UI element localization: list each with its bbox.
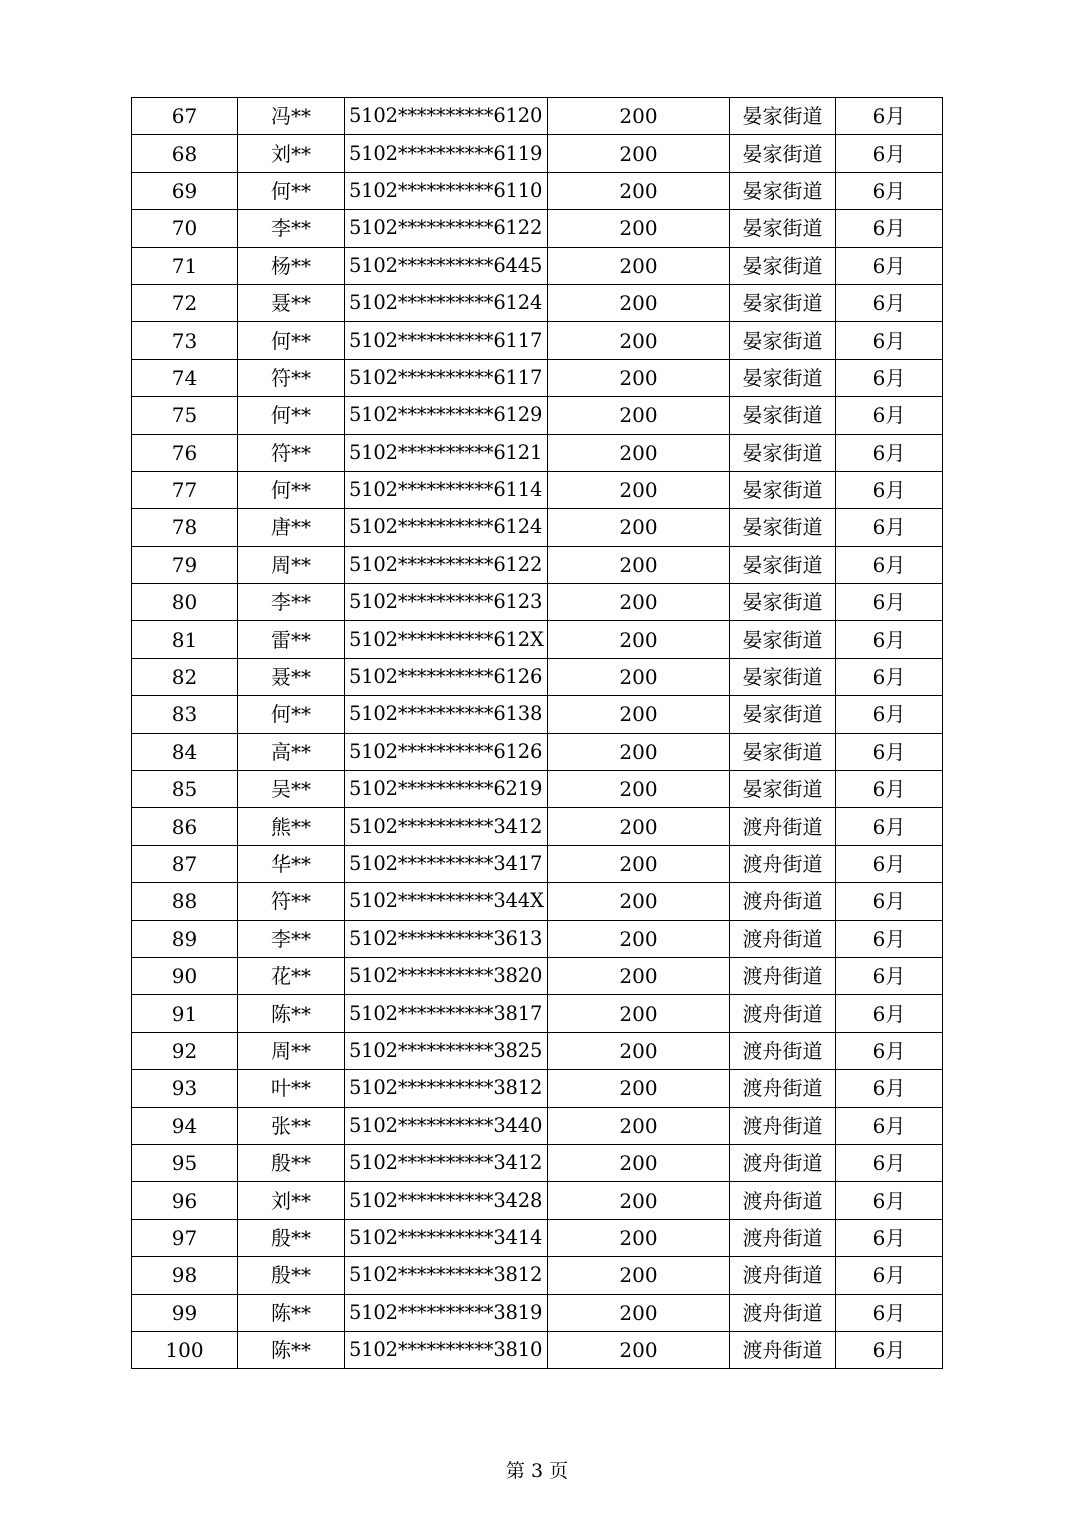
cell-street: 渡舟街道: [730, 1107, 836, 1144]
cell-serial-number: 95: [132, 1144, 238, 1181]
table-row: [132, 284, 943, 321]
cell-amount: 200: [548, 1032, 730, 1069]
cell-street: 渡舟街道: [730, 808, 836, 845]
table-row: [132, 920, 943, 957]
cell-serial-number: 84: [132, 733, 238, 770]
cell-month: 6月: [836, 135, 943, 172]
cell-id-number: 5102**********6122: [345, 210, 548, 247]
cell-serial-number: 77: [132, 471, 238, 508]
cell-name: 陈**: [238, 1331, 345, 1368]
table-row: [132, 509, 943, 546]
cell-id-number: 5102**********3613: [345, 920, 548, 957]
cell-id-number: 5102**********612X: [345, 621, 548, 658]
table-row: [132, 771, 943, 808]
cell-serial-number: 85: [132, 771, 238, 808]
cell-month: 6月: [836, 509, 943, 546]
cell-amount: 200: [548, 1182, 730, 1219]
cell-month: 6月: [836, 359, 943, 396]
cell-amount: 200: [548, 172, 730, 209]
cell-street: 晏家街道: [730, 696, 836, 733]
cell-name: 殷**: [238, 1257, 345, 1294]
table-body: [132, 98, 943, 1369]
cell-month: 6月: [836, 284, 943, 321]
table-row: [132, 733, 943, 770]
cell-street: 晏家街道: [730, 509, 836, 546]
cell-name: 何**: [238, 172, 345, 209]
cell-month: 6月: [836, 1257, 943, 1294]
cell-amount: 200: [548, 995, 730, 1032]
cell-id-number: 5102**********6122: [345, 546, 548, 583]
cell-street: 渡舟街道: [730, 845, 836, 882]
cell-month: 6月: [836, 210, 943, 247]
cell-street: 晏家街道: [730, 247, 836, 284]
cell-name: 高**: [238, 733, 345, 770]
cell-name: 何**: [238, 696, 345, 733]
beneficiary-table: [131, 97, 943, 1369]
table-row: [132, 808, 943, 845]
cell-serial-number: 75: [132, 397, 238, 434]
cell-street: 晏家街道: [730, 584, 836, 621]
cell-amount: 200: [548, 247, 730, 284]
cell-street: 晏家街道: [730, 210, 836, 247]
table-row: [132, 135, 943, 172]
cell-amount: 200: [548, 883, 730, 920]
cell-serial-number: 82: [132, 658, 238, 695]
cell-serial-number: 98: [132, 1257, 238, 1294]
cell-name: 叶**: [238, 1070, 345, 1107]
cell-serial-number: 72: [132, 284, 238, 321]
table-row: [132, 359, 943, 396]
cell-id-number: 5102**********6124: [345, 284, 548, 321]
cell-month: 6月: [836, 584, 943, 621]
cell-serial-number: 71: [132, 247, 238, 284]
cell-amount: 200: [548, 1070, 730, 1107]
cell-serial-number: 89: [132, 920, 238, 957]
cell-street: 晏家街道: [730, 771, 836, 808]
cell-id-number: 5102**********3412: [345, 808, 548, 845]
cell-month: 6月: [836, 733, 943, 770]
cell-month: 6月: [836, 397, 943, 434]
table-row: [132, 210, 943, 247]
cell-serial-number: 92: [132, 1032, 238, 1069]
cell-name: 殷**: [238, 1219, 345, 1256]
table-row: [132, 1219, 943, 1256]
cell-name: 雷**: [238, 621, 345, 658]
cell-street: 晏家街道: [730, 135, 836, 172]
cell-month: 6月: [836, 920, 943, 957]
cell-serial-number: 78: [132, 509, 238, 546]
cell-month: 6月: [836, 957, 943, 994]
cell-id-number: 5102**********6126: [345, 658, 548, 695]
table-row: [132, 397, 943, 434]
table-row: [132, 1294, 943, 1331]
cell-name: 何**: [238, 471, 345, 508]
cell-amount: 200: [548, 210, 730, 247]
cell-id-number: 5102**********6129: [345, 397, 548, 434]
cell-amount: 200: [548, 957, 730, 994]
cell-street: 晏家街道: [730, 471, 836, 508]
cell-name: 刘**: [238, 1182, 345, 1219]
table-row: [132, 1107, 943, 1144]
cell-name: 花**: [238, 957, 345, 994]
cell-serial-number: 76: [132, 434, 238, 471]
table-row: [132, 883, 943, 920]
cell-month: 6月: [836, 1144, 943, 1181]
cell-street: 渡舟街道: [730, 957, 836, 994]
cell-serial-number: 87: [132, 845, 238, 882]
cell-serial-number: 70: [132, 210, 238, 247]
cell-amount: 200: [548, 98, 730, 135]
cell-month: 6月: [836, 172, 943, 209]
cell-name: 刘**: [238, 135, 345, 172]
cell-amount: 200: [548, 808, 730, 845]
cell-name: 聂**: [238, 284, 345, 321]
cell-name: 何**: [238, 397, 345, 434]
table-row: [132, 1032, 943, 1069]
cell-serial-number: 81: [132, 621, 238, 658]
cell-serial-number: 97: [132, 1219, 238, 1256]
cell-street: 渡舟街道: [730, 920, 836, 957]
cell-name: 唐**: [238, 509, 345, 546]
cell-month: 6月: [836, 546, 943, 583]
cell-id-number: 5102**********6124: [345, 509, 548, 546]
cell-month: 6月: [836, 621, 943, 658]
cell-serial-number: 67: [132, 98, 238, 135]
table-row: [132, 696, 943, 733]
table-row: [132, 1257, 943, 1294]
cell-id-number: 5102**********6126: [345, 733, 548, 770]
cell-month: 6月: [836, 471, 943, 508]
cell-street: 渡舟街道: [730, 1070, 836, 1107]
cell-name: 符**: [238, 434, 345, 471]
table-row: [132, 584, 943, 621]
cell-id-number: 5102**********6445: [345, 247, 548, 284]
cell-id-number: 5102**********6121: [345, 434, 548, 471]
cell-serial-number: 80: [132, 584, 238, 621]
cell-street: 渡舟街道: [730, 1219, 836, 1256]
cell-id-number: 5102**********6120: [345, 98, 548, 135]
cell-serial-number: 88: [132, 883, 238, 920]
table-row: [132, 172, 943, 209]
cell-serial-number: 83: [132, 696, 238, 733]
cell-serial-number: 90: [132, 957, 238, 994]
cell-street: 渡舟街道: [730, 1294, 836, 1331]
cell-month: 6月: [836, 808, 943, 845]
cell-name: 陈**: [238, 995, 345, 1032]
cell-id-number: 5102**********3440: [345, 1107, 548, 1144]
cell-serial-number: 68: [132, 135, 238, 172]
cell-id-number: 5102**********3810: [345, 1331, 548, 1368]
cell-street: 渡舟街道: [730, 1331, 836, 1368]
table-row: [132, 546, 943, 583]
table-row: [132, 1331, 943, 1368]
cell-month: 6月: [836, 771, 943, 808]
cell-street: 晏家街道: [730, 359, 836, 396]
cell-month: 6月: [836, 1219, 943, 1256]
cell-id-number: 5102**********3819: [345, 1294, 548, 1331]
cell-amount: 200: [548, 322, 730, 359]
cell-serial-number: 99: [132, 1294, 238, 1331]
cell-amount: 200: [548, 359, 730, 396]
cell-month: 6月: [836, 434, 943, 471]
cell-month: 6月: [836, 995, 943, 1032]
cell-amount: 200: [548, 658, 730, 695]
cell-id-number: 5102**********6138: [345, 696, 548, 733]
cell-month: 6月: [836, 1107, 943, 1144]
table-row: [132, 957, 943, 994]
cell-name: 张**: [238, 1107, 345, 1144]
cell-street: 晏家街道: [730, 434, 836, 471]
cell-amount: 200: [548, 1144, 730, 1181]
cell-month: 6月: [836, 98, 943, 135]
cell-id-number: 5102**********3414: [345, 1219, 548, 1256]
table-row: [132, 434, 943, 471]
cell-amount: 200: [548, 1331, 730, 1368]
table-row: [132, 98, 943, 135]
table-row: [132, 247, 943, 284]
page-number: 第 3 页: [505, 1460, 569, 1482]
table-row: [132, 621, 943, 658]
cell-serial-number: 69: [132, 172, 238, 209]
cell-month: 6月: [836, 1182, 943, 1219]
cell-street: 晏家街道: [730, 733, 836, 770]
table-row: [132, 471, 943, 508]
cell-name: 周**: [238, 1032, 345, 1069]
cell-street: 晏家街道: [730, 172, 836, 209]
cell-street: 渡舟街道: [730, 883, 836, 920]
cell-id-number: 5102**********6110: [345, 172, 548, 209]
cell-amount: 200: [548, 733, 730, 770]
cell-serial-number: 86: [132, 808, 238, 845]
cell-amount: 200: [548, 845, 730, 882]
cell-street: 渡舟街道: [730, 995, 836, 1032]
cell-name: 李**: [238, 920, 345, 957]
cell-street: 渡舟街道: [730, 1257, 836, 1294]
cell-name: 陈**: [238, 1294, 345, 1331]
cell-id-number: 5102**********3812: [345, 1070, 548, 1107]
cell-name: 符**: [238, 359, 345, 396]
cell-name: 吴**: [238, 771, 345, 808]
cell-serial-number: 74: [132, 359, 238, 396]
cell-street: 渡舟街道: [730, 1144, 836, 1181]
cell-id-number: 5102**********6119: [345, 135, 548, 172]
cell-id-number: 5102**********3417: [345, 845, 548, 882]
cell-name: 符**: [238, 883, 345, 920]
cell-id-number: 5102**********3412: [345, 1144, 548, 1181]
cell-serial-number: 93: [132, 1070, 238, 1107]
cell-name: 熊**: [238, 808, 345, 845]
cell-serial-number: 96: [132, 1182, 238, 1219]
cell-amount: 200: [548, 771, 730, 808]
cell-amount: 200: [548, 397, 730, 434]
cell-month: 6月: [836, 658, 943, 695]
cell-id-number: 5102**********6117: [345, 359, 548, 396]
cell-id-number: 5102**********3428: [345, 1182, 548, 1219]
cell-street: 渡舟街道: [730, 1182, 836, 1219]
cell-amount: 200: [548, 920, 730, 957]
table-row: [132, 1182, 943, 1219]
cell-name: 周**: [238, 546, 345, 583]
cell-amount: 200: [548, 1107, 730, 1144]
cell-id-number: 5102**********6123: [345, 584, 548, 621]
cell-amount: 200: [548, 546, 730, 583]
cell-month: 6月: [836, 247, 943, 284]
cell-amount: 200: [548, 696, 730, 733]
cell-serial-number: 91: [132, 995, 238, 1032]
cell-id-number: 5102**********6114: [345, 471, 548, 508]
cell-month: 6月: [836, 1331, 943, 1368]
table-row: [132, 995, 943, 1032]
table-row: [132, 322, 943, 359]
table-row: [132, 1144, 943, 1181]
cell-id-number: 5102**********3817: [345, 995, 548, 1032]
cell-month: 6月: [836, 845, 943, 882]
cell-amount: 200: [548, 471, 730, 508]
cell-name: 华**: [238, 845, 345, 882]
cell-amount: 200: [548, 1257, 730, 1294]
cell-amount: 200: [548, 284, 730, 321]
cell-serial-number: 100: [132, 1331, 238, 1368]
cell-id-number: 5102**********3812: [345, 1257, 548, 1294]
cell-amount: 200: [548, 621, 730, 658]
cell-serial-number: 94: [132, 1107, 238, 1144]
cell-amount: 200: [548, 509, 730, 546]
cell-id-number: 5102**********6219: [345, 771, 548, 808]
cell-month: 6月: [836, 1294, 943, 1331]
cell-amount: 200: [548, 1219, 730, 1256]
cell-street: 晏家街道: [730, 322, 836, 359]
table-row: [132, 845, 943, 882]
cell-amount: 200: [548, 434, 730, 471]
cell-name: 何**: [238, 322, 345, 359]
cell-street: 晏家街道: [730, 98, 836, 135]
cell-street: 晏家街道: [730, 397, 836, 434]
cell-month: 6月: [836, 883, 943, 920]
cell-name: 李**: [238, 584, 345, 621]
cell-month: 6月: [836, 1070, 943, 1107]
cell-name: 殷**: [238, 1144, 345, 1181]
cell-street: 晏家街道: [730, 658, 836, 695]
cell-amount: 200: [548, 135, 730, 172]
cell-name: 冯**: [238, 98, 345, 135]
cell-id-number: 5102**********6117: [345, 322, 548, 359]
cell-id-number: 5102**********344X: [345, 883, 548, 920]
cell-id-number: 5102**********3820: [345, 957, 548, 994]
cell-street: 晏家街道: [730, 621, 836, 658]
cell-street: 渡舟街道: [730, 1032, 836, 1069]
cell-name: 杨**: [238, 247, 345, 284]
cell-month: 6月: [836, 322, 943, 359]
cell-month: 6月: [836, 696, 943, 733]
table-row: [132, 1070, 943, 1107]
cell-amount: 200: [548, 1294, 730, 1331]
cell-serial-number: 73: [132, 322, 238, 359]
cell-name: 李**: [238, 210, 345, 247]
cell-amount: 200: [548, 584, 730, 621]
table-row: [132, 658, 943, 695]
cell-id-number: 5102**********3825: [345, 1032, 548, 1069]
cell-street: 晏家街道: [730, 284, 836, 321]
cell-month: 6月: [836, 1032, 943, 1069]
cell-street: 晏家街道: [730, 546, 836, 583]
cell-name: 聂**: [238, 658, 345, 695]
cell-serial-number: 79: [132, 546, 238, 583]
